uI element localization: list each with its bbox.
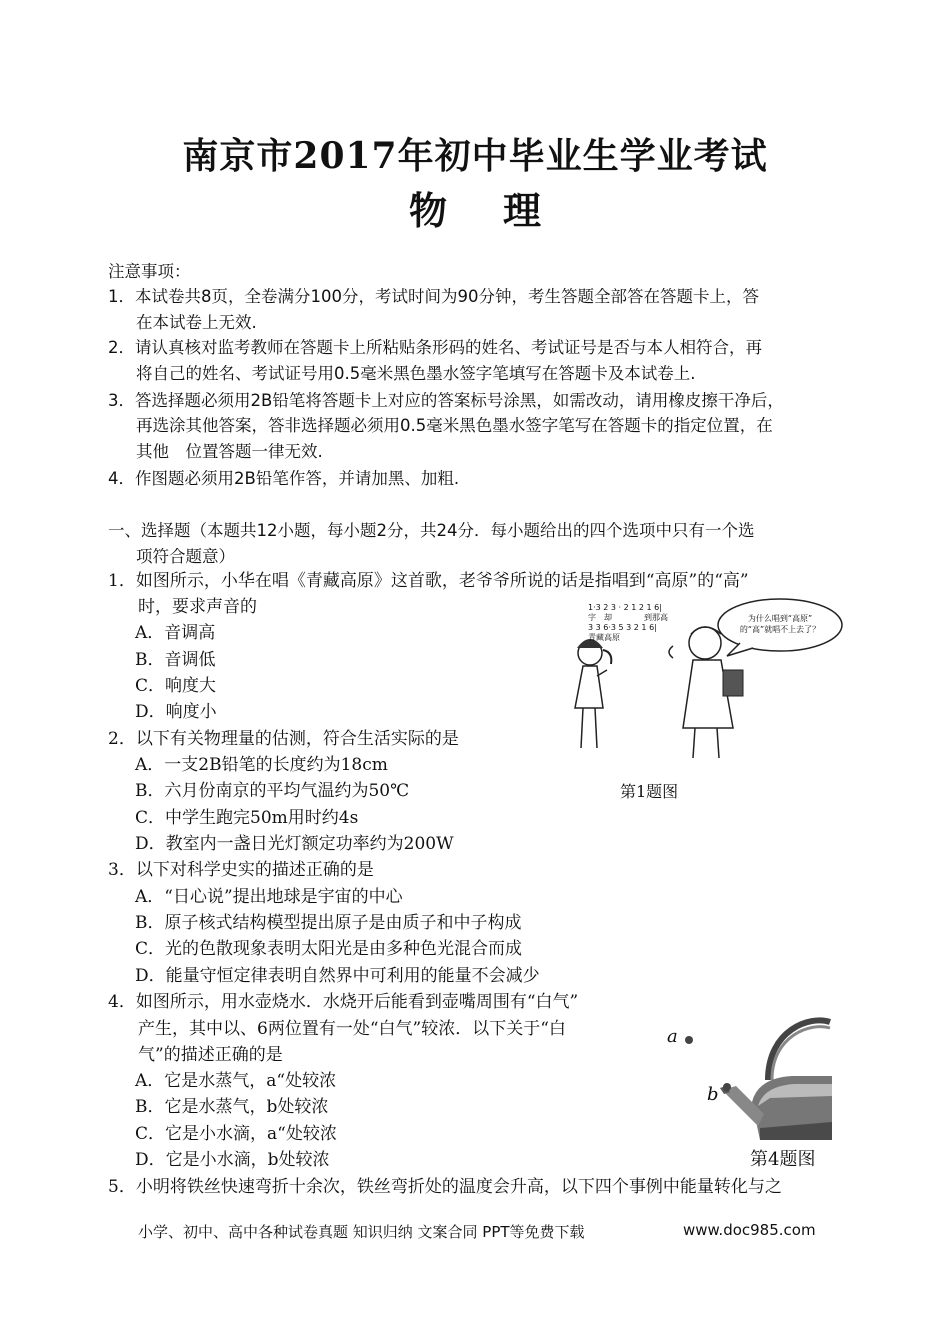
q1-stem-cont: 时，要求声音的 bbox=[138, 597, 257, 617]
subject-title: 物理 bbox=[408, 188, 597, 233]
q3-option-d: D．能量守恒定律表明自然界中可利用的能量不会减少 bbox=[135, 966, 540, 986]
note-line: 1．本试卷共8页，全卷满分100分，考试时间为90分钟，考生答题全部答在答题卡上，答 bbox=[108, 287, 759, 306]
q1-option-c: C．响度大 bbox=[135, 676, 217, 696]
q2-option-a: A．一支2B铅笔的长度约为18cm bbox=[135, 755, 388, 775]
footer-url[interactable]: www.doc985.com bbox=[683, 1221, 816, 1239]
note-line: 其他 位置答题一律无效. bbox=[136, 442, 323, 461]
q3-option-a: A．“日心说”提出地球是宇宙的中心 bbox=[135, 887, 403, 907]
note-line: 再选涂其他答案，答非选择题必须用0.5毫米黑色墨水签字笔写在答题卡的指定位置，在 bbox=[136, 416, 773, 435]
q3-option-c: C．光的色散现象表明太阳光是由多种色光混合而成 bbox=[135, 939, 523, 959]
q4-figure bbox=[660, 1010, 832, 1140]
score-line-1: 1·3 2 3 · 2 1 2 1 6| bbox=[588, 603, 662, 612]
q2-option-d: D．教室内一盏日光灯额定功率约为200W bbox=[135, 834, 454, 854]
bubble-line-1: 为什么唱到“高原” bbox=[747, 614, 813, 623]
q1-option-b: B．音调低 bbox=[135, 650, 216, 670]
q1-score-notation bbox=[588, 603, 668, 643]
q1-stem: 1．如图所示，小华在唱《青藏高原》这首歌，老爷爷所说的话是指唱到“高原”的“高” bbox=[108, 571, 749, 591]
q4-stem-cont: 气”的描述正确的是 bbox=[138, 1045, 283, 1065]
label-b: b bbox=[707, 1084, 719, 1105]
q4-figure-caption: 第4题图 bbox=[750, 1149, 816, 1170]
note-line: 4．作图题必须用2B铅笔作答，并请加黑、加粗. bbox=[108, 469, 460, 488]
note-line: 在本试卷上无效. bbox=[136, 313, 257, 332]
q2-stem: 2．以下有关物理量的估测，符合生活实际的是 bbox=[108, 729, 459, 749]
q4-stem-cont: 产生，其中以、6两位置有一处“白气”较浓．以下关于“白 bbox=[138, 1019, 566, 1039]
q2-option-b: B．六月份南京的平均气温约为50℃ bbox=[135, 781, 410, 801]
bubble-line-2: 的“高”就唱不上去了？ bbox=[739, 625, 821, 634]
q4-option-b: B．它是水蒸气，b处较浓 bbox=[135, 1097, 329, 1117]
section-heading-cont: 项符合题意） bbox=[136, 547, 235, 566]
q4-option-d: D．它是小水滴，b处较浓 bbox=[135, 1150, 330, 1170]
q4-option-a: A．它是水蒸气，a“处较浓 bbox=[135, 1071, 337, 1091]
section-heading: 一、选择题（本题共12小题，每小题2分，共24分．每小题给出的四个选项中只有一个选 bbox=[108, 521, 755, 540]
q4-stem: 4．如图所示，用水壶烧水．水烧开后能看到壶嘴周围有“白气” bbox=[108, 992, 579, 1012]
notes-heading: 注意事项： bbox=[108, 262, 191, 281]
note-line: 2．请认真核对监考教师在答题卡上所粘贴条形码的姓名、考试证号是否与本人相符合，再 bbox=[108, 338, 762, 357]
note-line: 3．答选择题必须用2B铅笔将答题卡上对应的答案标号涂黑，如需改动，请用橡皮擦干净后， bbox=[108, 391, 784, 410]
q1-figure-caption: 第1题图 bbox=[620, 782, 679, 801]
label-a: a bbox=[667, 1026, 678, 1047]
q2-option-c: C．中学生跑完50m用时约4s bbox=[135, 808, 359, 828]
q1-option-a: A．音调高 bbox=[135, 623, 216, 643]
score-line-2: 字 却 到那高 bbox=[588, 613, 668, 622]
score-line-4: 青藏高原 bbox=[588, 633, 620, 642]
kettle-illustration bbox=[660, 1010, 832, 1140]
q4-option-c: C．它是小水滴，a“处较浓 bbox=[135, 1124, 337, 1144]
q1-option-d: D．响度小 bbox=[135, 702, 217, 722]
note-line: 将自己的姓名、考试证号用0.5毫米黑色墨水签字笔填写在答题卡及本试卷上. bbox=[136, 364, 696, 383]
q3-option-b: B．原子核式结构模型提出原子是由质子和中子构成 bbox=[135, 913, 522, 933]
q1-bubble-text bbox=[738, 613, 822, 635]
footer-text: 小学、初中、高中各种试卷真题 知识归纳 文案合同 PPT等免费下载 bbox=[138, 1223, 585, 1241]
exam-title: 南京市2017年初中毕业生学业考试 bbox=[182, 135, 768, 177]
q5-stem: 5．小明将铁丝快速弯折十余次，铁丝弯折处的温度会升高，以下四个事例中能量转化与之 bbox=[108, 1177, 782, 1197]
score-line-3: 3 3 6·3 5 3 2 1 6| bbox=[588, 623, 657, 632]
q3-stem: 3．以下对科学史实的描述正确的是 bbox=[108, 860, 374, 880]
